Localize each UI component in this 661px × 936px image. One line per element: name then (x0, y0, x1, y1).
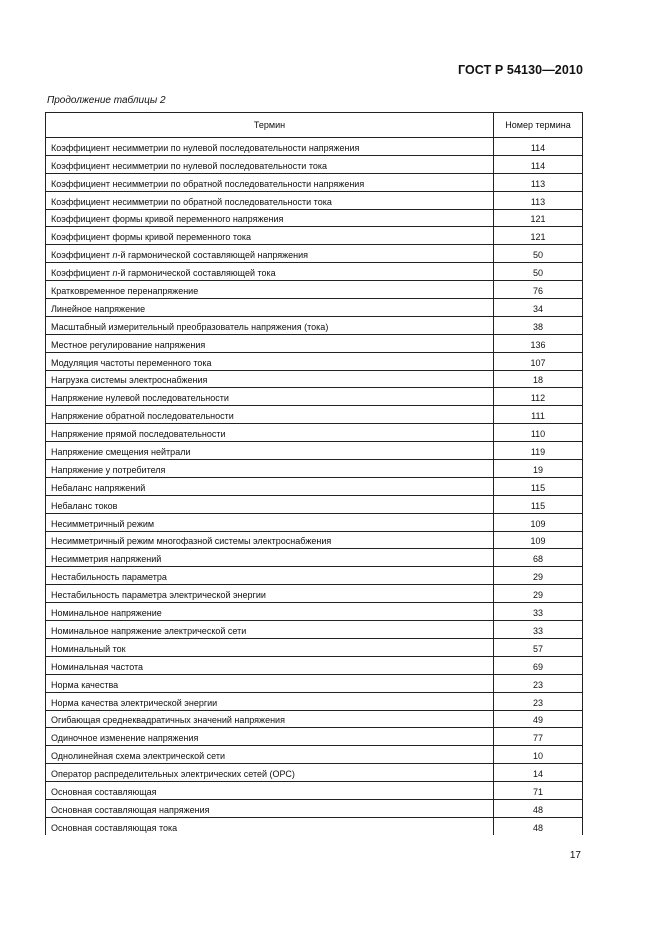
term-cell: Коэффициент несимметрии по нулевой последовательности напряжения (46, 138, 494, 156)
table-row (46, 191, 583, 209)
term-number-cell: 29 (494, 567, 583, 585)
term-cell: Несимметричный режим (46, 513, 494, 531)
term-cell: Однолинейная схема электрической сети (46, 746, 494, 764)
table-row (46, 388, 583, 406)
term-number-cell: 14 (494, 764, 583, 782)
page-number: 17 (569, 850, 581, 861)
term-cell: Небаланс токов (46, 495, 494, 513)
term-cell: Номинальная частота (46, 656, 494, 674)
term-variable-n: n (112, 268, 118, 279)
term-number-cell: 111 (494, 406, 583, 424)
term-number-cell: 50 (494, 263, 583, 281)
term-cell: Основная составляющая (46, 782, 494, 800)
term-number-cell: 50 (494, 245, 583, 263)
term-number-cell: 77 (494, 728, 583, 746)
table-row (46, 406, 583, 424)
table-row (46, 424, 583, 442)
table-row (46, 227, 583, 245)
table-row (46, 138, 583, 156)
term-cell: Местное регулирование напряжения (46, 334, 494, 352)
table-row (46, 460, 583, 478)
term-number-cell: 23 (494, 692, 583, 710)
table-row (46, 764, 583, 782)
table-row (46, 173, 583, 191)
term-cell: Огибающая среднеквадратичных значений напряжения (46, 710, 494, 728)
term-number-cell: 69 (494, 656, 583, 674)
table-row (46, 782, 583, 800)
term-cell: Несимметричный режим многофазной системы электроснабжения (46, 531, 494, 549)
term-number-cell: 121 (494, 209, 583, 227)
term-number-cell: 71 (494, 782, 583, 800)
term-cell: Коэффициент несимметрии по обратной последовательности тока (46, 191, 494, 209)
document-id: ГОСТ Р 54130—2010 (457, 63, 583, 77)
table-caption: Продолжение таблицы 2 (47, 95, 166, 106)
term-cell: Линейное напряжение (46, 299, 494, 317)
term-number-cell: 114 (494, 155, 583, 173)
term-number-cell: 23 (494, 674, 583, 692)
term-cell: Модуляция частоты переменного тока (46, 352, 494, 370)
term-cell: Нестабильность параметра (46, 567, 494, 585)
table-row (46, 746, 583, 764)
term-cell: Одиночное изменение напряжения (46, 728, 494, 746)
term-text-suffix: -й гармонической составляющей напряжения (117, 250, 309, 261)
table-row (46, 245, 583, 263)
term-number-cell: 76 (494, 281, 583, 299)
term-number-cell: 48 (494, 817, 583, 834)
term-cell: Нестабильность параметра электрической энергии (46, 585, 494, 603)
table-row (46, 477, 583, 495)
term-number-cell: 109 (494, 513, 583, 531)
term-number-cell: 107 (494, 352, 583, 370)
table-row (46, 316, 583, 334)
term-number-cell: 29 (494, 585, 583, 603)
table-row (46, 817, 583, 834)
term-variable-n: n (112, 250, 118, 261)
term-number-cell: 119 (494, 442, 583, 460)
term-number-cell: 34 (494, 299, 583, 317)
table-row (46, 585, 583, 603)
table-row (46, 710, 583, 728)
table-row (46, 263, 583, 281)
table-row (46, 370, 583, 388)
term-text-prefix: Коэффициент (51, 268, 113, 279)
term-cell: Коэффициент несимметрии по обратной последовательности напряжения (46, 173, 494, 191)
term-cell: Напряжение у потребителя (46, 460, 494, 478)
term-cell: Напряжение прямой последовательности (46, 424, 494, 442)
table-row (46, 692, 583, 710)
table-row (46, 299, 583, 317)
term-cell (46, 245, 494, 263)
term-number-cell: 57 (494, 638, 583, 656)
table-row (46, 603, 583, 621)
term-number-cell: 115 (494, 477, 583, 495)
term-number-cell: 38 (494, 316, 583, 334)
term-cell (46, 263, 494, 281)
table-row (46, 621, 583, 639)
term-cell: Напряжение нулевой последовательности (46, 388, 494, 406)
term-cell: Масштабный измерительный преобразователь напряжения (тока) (46, 316, 494, 334)
term-cell: Коэффициент формы кривой переменного напряжения (46, 209, 494, 227)
term-cell: Коэффициент формы кривой переменного тока (46, 227, 494, 245)
term-text-prefix: Коэффициент (51, 250, 113, 261)
term-cell: Оператор распределительных электрических сетей (ОРС) (46, 764, 494, 782)
term-cell: Номинальное напряжение электрической сети (46, 621, 494, 639)
table-row (46, 334, 583, 352)
column-header-term: Термин (46, 113, 494, 138)
term-number-cell: 115 (494, 495, 583, 513)
term-number-cell: 114 (494, 138, 583, 156)
term-cell: Номинальный ток (46, 638, 494, 656)
table-row (46, 442, 583, 460)
table-row (46, 549, 583, 567)
term-number-cell: 33 (494, 603, 583, 621)
term-number-cell: 33 (494, 621, 583, 639)
term-number-cell: 112 (494, 388, 583, 406)
table-row (46, 495, 583, 513)
term-cell: Номинальное напряжение (46, 603, 494, 621)
table-row (46, 567, 583, 585)
term-cell: Напряжение обратной последовательности (46, 406, 494, 424)
table-row (46, 531, 583, 549)
table-row (46, 209, 583, 227)
term-number-cell: 10 (494, 746, 583, 764)
table-row (46, 638, 583, 656)
table-row (46, 674, 583, 692)
term-cell: Норма качества электрической энергии (46, 692, 494, 710)
term-number-cell: 121 (494, 227, 583, 245)
term-cell: Нагрузка системы электроснабжения (46, 370, 494, 388)
term-text-suffix: -й гармонической составляющей тока (117, 268, 276, 279)
term-number-cell: 110 (494, 424, 583, 442)
table-row (46, 513, 583, 531)
term-cell: Несимметрия напряжений (46, 549, 494, 567)
term-number-cell: 18 (494, 370, 583, 388)
table-header-row (46, 113, 583, 138)
table-row (46, 155, 583, 173)
term-number-cell: 68 (494, 549, 583, 567)
term-number-cell: 19 (494, 460, 583, 478)
term-number-cell: 48 (494, 799, 583, 817)
term-cell: Небаланс напряжений (46, 477, 494, 495)
column-header-number: Номер термина (494, 113, 583, 138)
term-cell: Норма качества (46, 674, 494, 692)
table-row (46, 799, 583, 817)
table-row (46, 656, 583, 674)
term-number-cell: 113 (494, 173, 583, 191)
term-number-cell: 113 (494, 191, 583, 209)
terms-table (45, 112, 583, 835)
term-number-cell: 109 (494, 531, 583, 549)
table-row (46, 281, 583, 299)
table-row (46, 728, 583, 746)
table-row (46, 352, 583, 370)
term-cell: Напряжение смещения нейтрали (46, 442, 494, 460)
term-cell: Кратковременное перенапряжение (46, 281, 494, 299)
term-number-cell: 136 (494, 334, 583, 352)
term-cell: Основная составляющая тока (46, 817, 494, 834)
term-cell: Основная составляющая напряжения (46, 799, 494, 817)
term-number-cell: 49 (494, 710, 583, 728)
term-cell: Коэффициент несимметрии по нулевой последовательности тока (46, 155, 494, 173)
